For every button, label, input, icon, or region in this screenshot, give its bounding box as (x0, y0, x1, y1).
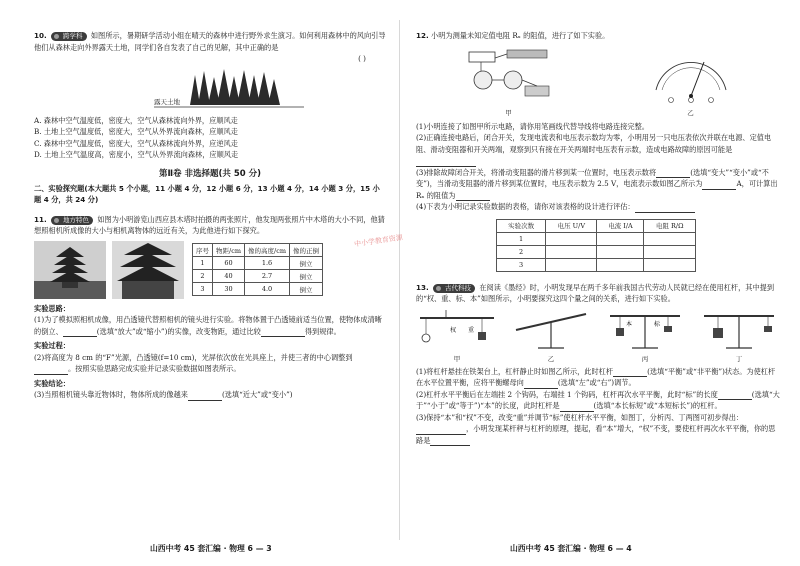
question-text: 小明为测量未知定值电阻 Rₓ 的阻值，进行了如下实验。 (431, 31, 610, 40)
option-d: D. 土地上空气温度高，密度小，空气从外界流向森林，应顺风走 (34, 150, 239, 159)
q12-figures (416, 46, 780, 117)
lever-figure-ding (698, 308, 780, 363)
table-header: 电压 U/V (546, 219, 597, 232)
tag-badge: 古代科技 (433, 284, 475, 293)
option-c: C. 森林中空气温度低，密度大，空气从森林流向外界，应逆风走 (34, 138, 238, 148)
heading-idea: 实验思路： (34, 303, 70, 313)
figure-label: 乙 (687, 108, 694, 117)
lever-figures (416, 308, 780, 363)
answer-blank[interactable] (613, 368, 647, 377)
figure-label: 露天土地 (154, 97, 180, 106)
lever-diagram (604, 308, 686, 350)
figure-label: 乙 (547, 354, 555, 363)
q11-figures (34, 241, 386, 299)
right-footer: 山西中考 45 套汇编 · 物理 6 — 4 (510, 544, 632, 553)
lever-figure-yi (510, 308, 592, 363)
lever-tag: 本 (626, 320, 633, 328)
answer-blank[interactable] (34, 366, 68, 375)
question-text: 在阅读《墨经》时，小明发现早在两千多年前我国古代劳动人民就已经在使用杠杆，其中提到的“权、重、标、本”如图所示，小明要探究这四个量之间的关系，进行如下实验。 (416, 282, 775, 303)
answer-blank[interactable] (261, 328, 305, 337)
question-13: 13. 古代科技 在阅读《墨经》时，小明发现早在两千多年前我国古代劳动人民就已经在使用杠杆，其中提到的“权、重、标、本”如图所示，小明要探究这四个量之间的关系，进行如下实验。 权 重 甲 乙 本 标 丙 丁 (1)将杠杆悬挂在铁架台上，杠杆静止时如图乙所示，此时杠杆 (选填“平衡”或“非平衡”)状态。为使杠杆在水平位置平衡，应将平衡螺母向 (选填“左”或“右”)调节。 (2)杠杆水平平衡后在左端挂 2 个钩码，右端挂 1 个钩码，杠杆再次水平平衡，此时“标”的长度 (选填“大于”“小于”或“等于”)“本”的长度，此时杠杆是 (选填“本长标短”或“本短标长”)的杠杆。 (3)保持“本”和“权”不变，改变“重”并调节“标”使杠杆水平平衡，如图丁，分析丙、丁两图可初步得出：，小明发现某杆秤与杠杆的原理，提起，看“本”增大，“权”不变，要使杠杆再次水平平衡，你的思路是 (416, 282, 780, 445)
right-page (400, 0, 800, 566)
table-header: 电流 I/A (597, 219, 644, 232)
forest-figure (154, 67, 304, 113)
circuit-diagram (461, 46, 557, 104)
question-text: 如图为小明游览山西应县木塔时拍摄的两张照片，他发现两张照片中木塔的大小不同，他猜想照相机所成像的大小与相机离物体的远近有关，为此他进行如下探究。 (34, 214, 385, 235)
table-header: 序号 (193, 244, 213, 257)
q13-item-2: (2)杠杆水平平衡后在左端挂 2 个钩码，右端挂 1 个钩码，杠杆再次水平平衡，此时“标”的长度 (416, 389, 718, 399)
table-row: 3 (497, 258, 696, 271)
table-header: 像的高度/cm (245, 244, 290, 257)
question-12: 12. 小明为测量未知定值电阻 Rₓ 的阻值，进行了如下实验。 甲 乙 (1)小明连接了如图甲所示电路，请你用笔画线代替导线将电路连接完整。 (2)正确连接电路后，闭合开关，发现电流表和电压表示数均为零，小明用另一只电压表依次并联在电源、定值电阻、滑动变阻器和开关两端，观察到只有接在开关两端时电压表有示数，造成电路故障的原因可能是 (3)排除故障闭合开关，将滑动变阻器的滑片移到某一位置时，电压表示数将 (选填“变大”“变小”或“不变”)，当滑动变阻器的滑片移到某位置时，电压表示数为 2.5 V，电流表示数如图乙所示为 A，可计算出 Rₓ 的阻值为 (4)下表为小明记录实验数据的表格，请你对该表格的设计进行评估： 实验次数 电压 U/V 电流 I/A 电阻 R/Ω 1 2 3 (416, 30, 780, 272)
lever-tag: 标 (654, 320, 661, 328)
table-header: 电阻 R/Ω (644, 219, 696, 232)
forest-illustration (154, 67, 304, 113)
heading-process: 实验过程： (34, 341, 70, 350)
table-row: 2 40 2.7 倒立 (193, 270, 323, 283)
lever-tag: 权 (450, 326, 457, 334)
q13-item-1: (1)将杠杆悬挂在铁架台上，杠杆静止时如图乙所示，此时杠杆 (416, 366, 614, 376)
q12-item-2: (2)正确连接电路后，闭合开关，发现电流表和电压表示数均为零，小明用另一只电压表依次并联在电源、定值电阻、滑动变阻器和开关两端，观察到只有接在开关两端时电压表有示数，造成电路故障的原因可能是 (416, 133, 772, 154)
pagoda-photo-2 (112, 241, 184, 299)
q11-data-table (192, 243, 323, 296)
q12-item-4: (4)下表为小明记录实验数据的表格，请你对该表格的设计进行评估： (416, 202, 635, 211)
answer-blank[interactable] (63, 328, 97, 337)
left-footer: 山西中考 45 套汇编 · 物理 6 — 3 (150, 544, 272, 553)
option-a: A. 森林中空气温度低，密度大，空气从森林流向外界，应顺风走 (34, 115, 238, 125)
q13-item-3: (3)保持“本”和“权”不变，改变“重”并调节“标”使杠杆水平平衡，如图丁，分析丙、丁两图可初步得出： (416, 412, 744, 422)
q12-item-1: (1)小明连接了如图甲所示电路，请你用笔画线代替导线将电路连接完整。 (416, 121, 649, 131)
answer-blank[interactable] (416, 158, 476, 167)
ammeter-dial (646, 46, 736, 104)
answer-blank[interactable] (524, 380, 558, 389)
figure-label: 甲 (453, 354, 461, 363)
table-header: 像的正倒 (290, 244, 323, 257)
section-two-heading: 二、实验探究题(本大题共 5 个小题，11 小题 4 分，12 小题 6 分，13 小题 4 分，14 小题 3 分，15 小题 4 分，共 24 分) (34, 183, 380, 204)
answer-blank[interactable] (635, 204, 695, 213)
option-b: B. 土地上空气温度低，密度大，空气从外界流向森林，应顺风走 (34, 127, 238, 136)
section-title: 第Ⅱ卷 非选择题(共 50 分) (158, 168, 262, 179)
watermark: 中小学教育资源 (353, 233, 404, 249)
answer-blank[interactable] (456, 192, 490, 201)
lever-diagram (510, 308, 592, 350)
table-row: 3 30 4.0 倒立 (193, 283, 323, 296)
figure-label: 丁 (735, 354, 743, 363)
answer-blank[interactable] (188, 392, 222, 401)
figure-label: 甲 (505, 108, 512, 117)
lever-figure-bing (604, 308, 686, 363)
heading-conclusion: 实验结论： (34, 378, 70, 388)
circuit-figure (461, 46, 557, 117)
answer-blank[interactable] (416, 426, 466, 435)
question-text: 如图所示，暑期研学活动小组在晴天的森林中进行野外求生演习。如何利用森林中的风向引导他们从森林走向外界露天土地，同学们各自发表了自己的见解，其中正确的是 (34, 31, 386, 52)
answer-blank[interactable] (656, 169, 690, 178)
question-10: 10. 跨学科 如图所示，暑期研学活动小组在晴天的森林中进行野外求生演习。如何利用森林中的风向引导他们从森林走向外界露天土地，同学们各自发表了自己的见解，其中正确的是 ( ) 露天土地 A. 森林中空气温度低，密度大，空气从森林流向外界，应顺风走 B. 土地上空气温度低，密度大，空气从外界流向森林，应顺风走 C. 森林中空气温度低，密度大，空气从森林流向外界，应逆风走 D. 土地上空气温度高，密度小，空气从外界流向森林，应顺风走 (34, 31, 386, 159)
q12-record-table (496, 219, 696, 272)
table-row: 2 (497, 245, 696, 258)
pagoda-photo-1 (34, 241, 106, 299)
answer-blank[interactable] (430, 437, 470, 446)
lever-diagram (698, 308, 780, 350)
table-row: 1 60 1.6 倒立 (193, 257, 323, 270)
answer-blank[interactable] (560, 403, 594, 412)
lever-tag: 重 (468, 326, 475, 334)
ammeter-figure (646, 46, 736, 117)
lever-figure-jia (416, 308, 498, 363)
lever-diagram (416, 308, 498, 350)
tag-badge: 跨学科 (51, 32, 87, 41)
answer-paren: ( ) (358, 54, 366, 63)
question-11: 11. 地方特色 如图为小明游览山西应县木塔时拍摄的两张照片，他发现两张照片中木塔的大小不同，他猜想照相机所成像的大小与相机离物体的远近有关，为此他进行如下探究。 序号 物距/cm 像的高度/cm 像的正倒 1 60 1.6 倒立 2 40 2.7 倒立 3 30 4.0 倒立 实验思路： (1)为了模拟照相机成像，用凸透镜代替照相机的镜头进行实验。将物体置于凸透镜前适当位置，使物体成清晰的倒立、 (选填“放大”或“缩小”)的实像，改变物距，通过比较 得到规律。 实验过程： (2)将高度为 8 cm 的“F”光源，凸透镜(f=10 cm)，光屏依次放在光具座上，并使三者的中心调整到。按照实验思路完成实验并记录实验数据如图表所示。 实验结论： (3)当照相机镜头靠近物体时，物体所成的像越来 (选填“近大”或“变小”) (34, 214, 385, 399)
answer-blank[interactable] (718, 391, 752, 400)
figure-label: 丙 (641, 354, 649, 363)
table-row: 1 (497, 232, 696, 245)
table-header: 实验次数 (497, 219, 546, 232)
table-header: 物距/cm (213, 244, 245, 257)
tag-badge: 地方特色 (51, 216, 93, 225)
q12-item-3: (3)排除故障闭合开关，将滑动变阻器的滑片移到某一位置时，电压表示数将 (416, 167, 657, 177)
answer-blank[interactable] (702, 181, 736, 190)
